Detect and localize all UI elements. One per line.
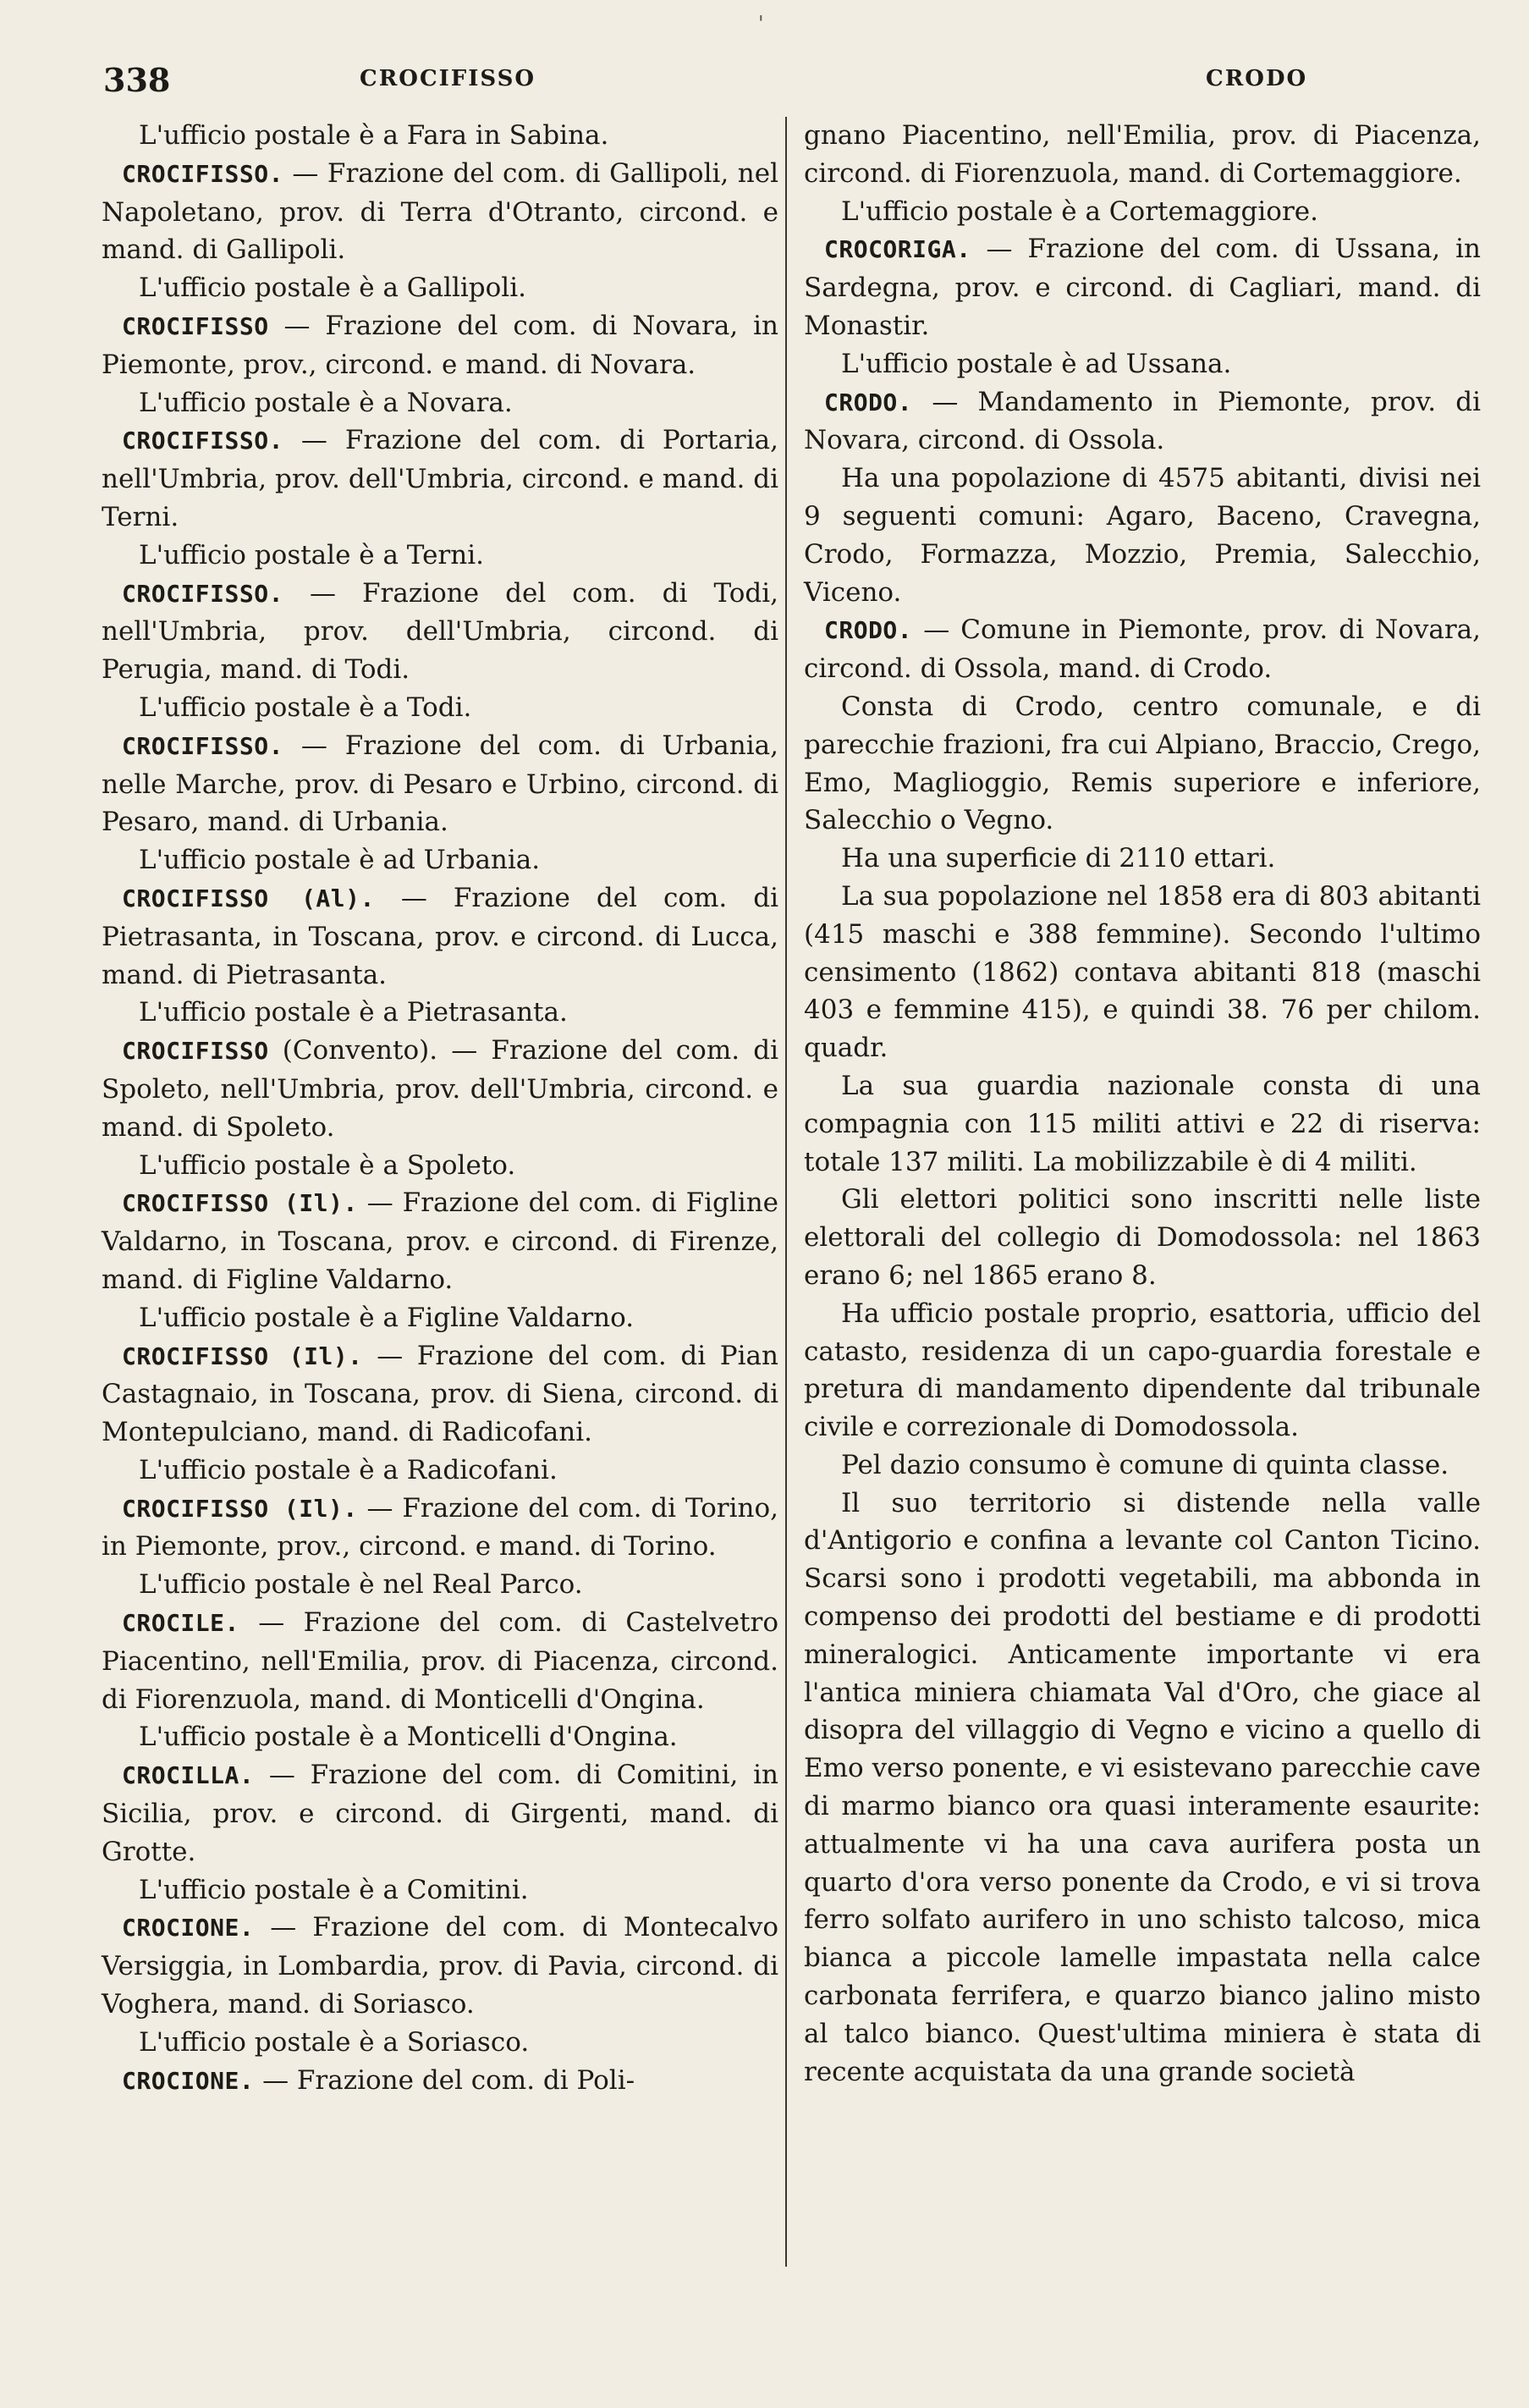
running-head-right: CRODO bbox=[1206, 66, 1308, 91]
entry-headword: CROCIFISSO (Il). bbox=[122, 1189, 358, 1218]
gazetteer-entry bbox=[102, 155, 778, 269]
entry-headword: CROCIFISSO. bbox=[122, 159, 283, 188]
entry-text: — Frazione del com. di Montecalvo Versiggia, in Lombardia, prov. di Pavia, circond. di Voghera, mand. di Soriasco. bbox=[102, 1912, 778, 2020]
gazetteer-entry bbox=[102, 1184, 778, 1298]
entry-text: — Frazione del com. di Ussana, in Sardegna, prov. e circond. di Cagliari, mand. di Monastir. bbox=[804, 234, 1481, 341]
entry-headword: CROCIFISSO. bbox=[122, 579, 283, 608]
paragraph: L'ufficio postale è a Spoleto. bbox=[139, 1149, 516, 1181]
entry-headword: CROCILLA. bbox=[122, 1761, 255, 1790]
entry-text: — Frazione del com. di Novara, in Piemonte, prov., circond. e mand. di Novara. bbox=[102, 310, 778, 380]
gazetteer-entry bbox=[102, 575, 778, 689]
entry-headword: CRODO. bbox=[824, 388, 913, 416]
entry-text: — Frazione del com. di Comitini, in Sicilia, prov. e circond. di Girgenti, mand. di Grotte. bbox=[102, 1760, 778, 1867]
page-header bbox=[93, 61, 1481, 112]
paragraph: La sua guardia nazionale consta di una compagnia con 115 militi attivi e 22 di riserva: totale 137 militi. La mobilizzabile è di 4 militi. bbox=[804, 1070, 1481, 1177]
paragraph: La sua popolazione nel 1858 era di 803 abitanti (415 maschi e 388 femmine). Secondo l'ultimo censimento (1862) contava abitanti 818 (maschi 403 e femmine 415), e quindi 38. 76 per chilom. quadr. bbox=[804, 880, 1481, 1064]
entry-headword: CROCIFISSO bbox=[122, 311, 269, 340]
running-head-left: CROCIFISSO bbox=[360, 66, 536, 91]
left-column bbox=[102, 117, 778, 2100]
entry-text: — Frazione del com. di Torino, in Piemonte, prov., circond. e mand. di Torino. bbox=[102, 1492, 778, 1562]
gazetteer-entry bbox=[804, 383, 1481, 460]
paragraph: Ha una superficie di 2110 ettari. bbox=[841, 843, 1276, 874]
paragraph: Gli elettori politici sono inscritti nelle liste elettorali del collegio di Domodossola: nel 1863 erano 6; nel 1865 erano 8. bbox=[804, 1184, 1481, 1291]
paragraph: L'ufficio postale è a Figline Valdarno. bbox=[139, 1302, 635, 1333]
entry-text: — Frazione del com. di Figline Valdarno, in Toscana, prov. e circond. di Firenze, mand. di Figline Valdarno. bbox=[102, 1187, 779, 1295]
gazetteer-entry bbox=[102, 1032, 778, 1146]
right-column bbox=[804, 117, 1481, 2091]
entry-headword: CRODO. bbox=[824, 616, 913, 645]
entry-text: — Comune in Piemonte, prov. di Novara, circond. di Ossola, mand. di Crodo. bbox=[804, 614, 1481, 685]
entry-text: — Frazione del com. di Portaria, nell'Umbria, prov. dell'Umbria, circond. e mand. di Terni. bbox=[102, 425, 778, 532]
paragraph: Ha ufficio postale proprio, esattoria, ufficio del catasto, residenza di un capo-guardia forestale e pretura di mandamento dipendente dal tribunale civile e correzionale di Domodossola. bbox=[804, 1298, 1481, 1443]
gazetteer-entry bbox=[102, 1756, 778, 1871]
gazetteer-entry bbox=[102, 1490, 778, 1567]
entry-text: — Frazione del com. di Pietrasanta, in Toscana, prov. e circond. di Lucca, mand. di Pietrasanta. bbox=[102, 882, 778, 990]
paragraph: L'ufficio postale è a Cortemaggiore. bbox=[841, 196, 1318, 227]
entry-headword: CROCIFISSO. bbox=[122, 427, 283, 455]
entry-headword: CROCIONE. bbox=[122, 1914, 255, 1942]
paragraph: L'ufficio postale è ad Urbania. bbox=[139, 845, 541, 876]
gazetteer-entry bbox=[102, 422, 778, 536]
paragraph: L'ufficio postale è a Terni. bbox=[139, 539, 484, 570]
paragraph: L'ufficio postale è nel Real Parco. bbox=[139, 1569, 583, 1601]
gazetteer-entry bbox=[102, 727, 778, 841]
paragraph: L'ufficio postale è a Radicofani. bbox=[139, 1454, 558, 1485]
entry-headword: CROCILE. bbox=[122, 1609, 239, 1638]
paragraph: L'ufficio postale è a Pietrasanta. bbox=[139, 997, 568, 1028]
entry-text: — Frazione del com. di Todi, nell'Umbria, prov. dell'Umbria, circond. di Perugia, mand. di Todi. bbox=[102, 577, 778, 686]
paragraph: L'ufficio postale è a Comitini. bbox=[139, 1874, 529, 1905]
entry-text: — Mandamento in Piemonte, prov. di Novara, circond. di Ossola. bbox=[804, 386, 1481, 456]
paragraph: Consta di Crodo, centro comunale, e di parecchie frazioni, fra cui Alpiano, Braccio, Crego, Emo, Maglioggio, Remis superiore e inferiore, Salecchio o Vegno. bbox=[804, 691, 1481, 836]
paragraph: L'ufficio postale è a Gallipoli. bbox=[139, 273, 526, 304]
gazetteer-entry bbox=[102, 1909, 778, 2023]
entry-text: — Frazione del com. di Gallipoli, nel Napoletano, prov. di Terra d'Otranto, circond. e mand. di Gallipoli. bbox=[102, 157, 778, 266]
paragraph: L'ufficio postale è a Todi. bbox=[139, 692, 472, 723]
paragraph: Pel dazio consumo è comune di quinta classe. bbox=[841, 1449, 1449, 1480]
entry-text: — Frazione del com. di Urbania, nelle Marche, prov. di Pesaro e Urbino, circond. di Pesaro, mand. di Urbania. bbox=[102, 730, 778, 838]
paragraph: L'ufficio postale è a Monticelli d'Ongina. bbox=[139, 1722, 678, 1753]
entry-headword: CROCIFISSO (Al). bbox=[122, 884, 375, 912]
entry-text: gnano Piacentino, nell'Emilia, prov. di Piacenza, circond. di Fiorenzuola, mand. di Cortemaggiore. bbox=[804, 120, 1481, 189]
paragraph: L'ufficio postale è a Novara. bbox=[139, 387, 513, 418]
entry-headword: CROCIFISSO bbox=[122, 1037, 269, 1066]
paragraph: Il suo territorio si distende nella valle d'Antigorio e confina a levante col Canton Ticino. Scarsi sono i prodotti vegetabili, ma abbonda in compenso dei prodotti del bestiame e di prodotti mineralogici. Anticamente importante vi era l'antica miniera chiamata Val d'Oro, che giace al disopra del villaggio di Vegno e vicino a quello di Emo verso ponente, e vi esistevano parecchie cave di marmo bianco ora quasi interamente esaurite: attualmente vi ha una cava aurifera posta un quarto d'ora verso ponente da Crodo, e vi si trova ferro solfato aurifero in uno schisto talcoso, mica bianca a piccole lamelle impastata nella calce carbonata ferrifera, e quarzo bianco jalino misto al talco bianco. Quest'ultima miniera è stata di recente acquistata da una grande società bbox=[804, 1487, 1481, 2087]
entry-text: — Frazione del com. di Castelvetro Piacentino, nell'Emilia, prov. di Piacenza, circond. di Fiorenzuola, mand. di Monticelli d'Ongina. bbox=[102, 1607, 778, 1715]
paragraph: L'ufficio postale è a Soriasco. bbox=[139, 2026, 530, 2058]
top-margin-mark: ' bbox=[758, 12, 764, 36]
page-number: 338 bbox=[103, 61, 171, 99]
gazetteer-entry bbox=[804, 230, 1481, 344]
gazetteer-entry bbox=[102, 1604, 778, 1718]
gazetteer-entry bbox=[102, 307, 778, 384]
gazetteer-entry bbox=[804, 611, 1481, 688]
entry-headword: CROCIONE. bbox=[122, 2066, 255, 2095]
entry-text: (Convento). — Frazione del com. di Spoleto, nell'Umbria, prov. dell'Umbria, circond. e mand. di Spoleto. bbox=[102, 1035, 778, 1143]
entry-text: — Frazione del com. di Poli- bbox=[254, 2064, 635, 2096]
paragraph: L'ufficio postale è a Fara in Sabina. bbox=[139, 120, 609, 151]
entry-text: — Frazione del com. di Pian Castagnaio, in Toscana, prov. di Siena, circond. di Montepulciano, mand. di Radicofani. bbox=[102, 1340, 779, 1448]
gazetteer-entry bbox=[102, 2062, 778, 2101]
paragraph: L'ufficio postale è ad Ussana. bbox=[841, 348, 1232, 379]
gazetteer-entry bbox=[102, 879, 778, 994]
gazetteer-entry bbox=[804, 117, 1481, 193]
entry-headword: CROCIFISSO. bbox=[122, 731, 283, 760]
entry-headword: CROCORIGA. bbox=[824, 235, 971, 264]
entry-headword: CROCIFISSO (Il). bbox=[122, 1494, 358, 1523]
entry-headword: CROCIFISSO (Il). bbox=[122, 1342, 363, 1370]
gazetteer-entry bbox=[102, 1337, 778, 1452]
paragraph: Ha una popolazione di 4575 abitanti, divisi nei 9 seguenti comuni: Agaro, Baceno, Cravegna, Crodo, Formazza, Mozzio, Premia, Salecchio, Viceno. bbox=[804, 463, 1481, 608]
column-divider bbox=[785, 117, 787, 2267]
